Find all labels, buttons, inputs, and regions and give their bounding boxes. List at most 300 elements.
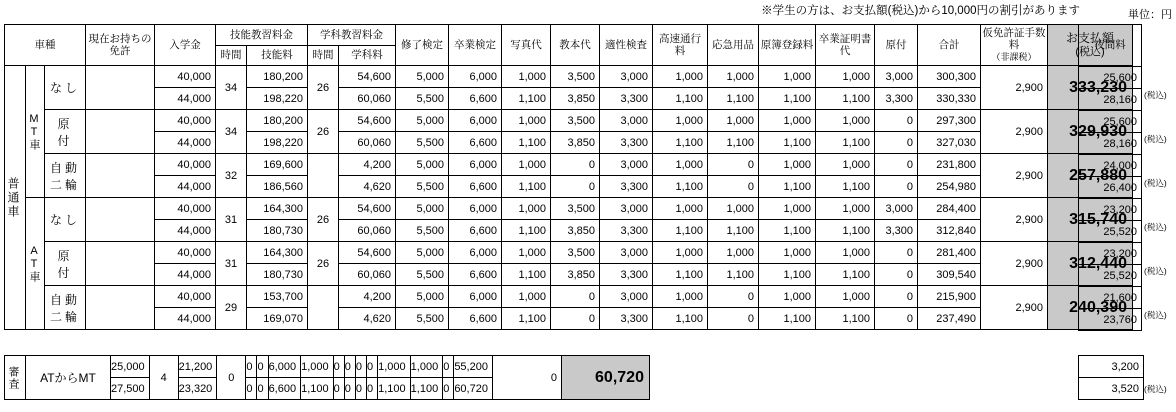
cell-first-aid: 1,000 bbox=[708, 110, 759, 132]
cell-temp-license-fee: 2,900 bbox=[981, 66, 1048, 110]
cell-night-fee: 28,160 bbox=[1079, 133, 1142, 155]
cell-photo-fee: 1,100 bbox=[502, 308, 551, 330]
cell-graduation-test: 6,000 bbox=[449, 154, 502, 176]
cell-academic-fee: 60,060 bbox=[339, 132, 396, 154]
cell-moped: 0 bbox=[875, 308, 918, 330]
cell-textbook-fee: 0 bbox=[551, 154, 600, 176]
cell-night-fee: 28,160 bbox=[1079, 89, 1142, 111]
exam-night-fee-table bbox=[1078, 355, 1144, 400]
header-vehicle-type: 車種 bbox=[5, 25, 86, 66]
cell-graduation-test: 6,000 bbox=[449, 242, 502, 264]
cell-textbook-fee: 0 bbox=[551, 308, 600, 330]
cell-textbook-fee: 3,500 bbox=[551, 110, 600, 132]
transmission-label: AT車 bbox=[26, 198, 45, 330]
night-fee-row bbox=[1079, 265, 1142, 287]
cell-skill-hours: 32 bbox=[216, 154, 247, 198]
cell-night-fee: 25,520 bbox=[1079, 265, 1142, 287]
header-academic-hours: 時間 bbox=[308, 45, 339, 66]
cell-night-fee: 26,400 bbox=[1079, 177, 1142, 199]
cell-completion-test: 5,500 bbox=[396, 176, 449, 198]
cell-academic-hours: 26 bbox=[308, 66, 339, 110]
cell-temp-license-fee: 2,900 bbox=[981, 242, 1048, 286]
night-fee-row bbox=[1079, 199, 1142, 221]
night-fee-row bbox=[1079, 155, 1142, 177]
cell-graduation-cert: 1,000 bbox=[410, 356, 443, 378]
cell-textbook-fee: 0 bbox=[333, 378, 344, 400]
cell-completion-test: 5,500 bbox=[396, 220, 449, 242]
cell-aptitude-test: 3,300 bbox=[600, 264, 653, 286]
night-fee-row bbox=[1079, 177, 1142, 199]
exam-row bbox=[5, 356, 650, 378]
cell-entrance-fee: 40,000 bbox=[155, 110, 216, 132]
cell-photo-fee: 1,000 bbox=[301, 356, 334, 378]
cell-skill-hours: 34 bbox=[216, 66, 247, 110]
cell-registry-fee: 1,000 bbox=[759, 198, 816, 220]
cell-registry-fee: 1,000 bbox=[759, 154, 816, 176]
cell-academic-fee: 0 bbox=[246, 356, 257, 378]
exam-night-fee-body bbox=[1079, 356, 1144, 400]
cell-academic-fee: 4,200 bbox=[339, 154, 396, 176]
cell-graduation-cert: 1,100 bbox=[816, 132, 875, 154]
cell-graduation-cert: 1,100 bbox=[816, 308, 875, 330]
cell-graduation-test: 6,000 bbox=[449, 110, 502, 132]
cell-aptitude-test: 3,300 bbox=[600, 88, 653, 110]
cell-textbook-fee: 3,500 bbox=[551, 66, 600, 88]
cell-moped: 0 bbox=[875, 154, 918, 176]
license-cell-spacer bbox=[86, 110, 155, 154]
night-fee-row bbox=[1079, 67, 1142, 89]
header-skill-fee-group: 技能教習料金 bbox=[216, 25, 308, 46]
cell-first-aid: 0 bbox=[708, 286, 759, 308]
cell-subtotal: 55,200 bbox=[454, 356, 493, 378]
cell-textbook-fee: 3,500 bbox=[551, 242, 600, 264]
license-cell-spacer bbox=[86, 154, 155, 198]
cell-graduation-cert: 1,000 bbox=[816, 198, 875, 220]
cell-aptitude-test: 3,300 bbox=[600, 220, 653, 242]
header-textbook-fee: 教本代 bbox=[551, 25, 600, 66]
table-row bbox=[5, 264, 1133, 286]
cell-registry-fee: 1,000 bbox=[759, 286, 816, 308]
cell-graduation-test: 6,600 bbox=[449, 264, 502, 286]
cell-completion-test: 5,000 bbox=[396, 198, 449, 220]
cell-temp-license-fee: 2,900 bbox=[981, 154, 1048, 198]
cell-entrance-fee: 44,000 bbox=[155, 264, 216, 286]
cell-graduation-cert: 1,100 bbox=[816, 264, 875, 286]
cell-skill-fee: 169,600 bbox=[247, 154, 308, 176]
cell-aptitude-test: 3,300 bbox=[600, 308, 653, 330]
cell-aptitude-test: 3,300 bbox=[600, 176, 653, 198]
table-row bbox=[5, 176, 1133, 198]
cell-academic-fee: 4,620 bbox=[339, 176, 396, 198]
cell-academic-fee: 4,200 bbox=[339, 286, 396, 308]
cell-graduation-cert: 1,000 bbox=[816, 286, 875, 308]
cell-entrance-fee: 44,000 bbox=[155, 132, 216, 154]
night-fee-body bbox=[1079, 67, 1142, 331]
cell-moped: 0 bbox=[875, 286, 918, 308]
header-registry-fee: 原簿登録料 bbox=[759, 25, 816, 66]
cell-entrance-fee: 44,000 bbox=[155, 88, 216, 110]
cell-textbook-fee: 3,850 bbox=[551, 132, 600, 154]
cell-first-aid: 1,000 bbox=[708, 242, 759, 264]
cell-photo-fee: 1,100 bbox=[502, 88, 551, 110]
cell-academic-fee: 54,600 bbox=[339, 66, 396, 88]
cell-subtotal: 281,400 bbox=[918, 242, 981, 264]
night-fee-row bbox=[1079, 89, 1142, 111]
cell-registry-fee: 1,100 bbox=[759, 220, 816, 242]
cell-registry-fee: 1,100 bbox=[759, 176, 816, 198]
cell-first-aid: 1,000 bbox=[708, 198, 759, 220]
cell-academic-hours: 26 bbox=[308, 110, 339, 154]
license-label: 自動二輪 bbox=[45, 286, 86, 330]
cell-highway-fee: 1,000 bbox=[653, 154, 708, 176]
table-row bbox=[5, 154, 1133, 176]
cell-entrance-fee: 40,000 bbox=[155, 242, 216, 264]
cell-subtotal: 297,300 bbox=[918, 110, 981, 132]
cell-moped: 0 bbox=[875, 176, 918, 198]
student-discount-note: ※学生の方は、お支払額(税込)から10,000円の割引があります bbox=[761, 5, 1080, 17]
cell-skill-fee: 186,560 bbox=[247, 176, 308, 198]
cell-textbook-fee: 3,850 bbox=[551, 220, 600, 242]
header-completion-test: 修了検定 bbox=[396, 25, 449, 66]
cell-skill-fee: 153,700 bbox=[247, 286, 308, 308]
header-graduation-test: 卒業検定 bbox=[449, 25, 502, 66]
cell-skill-fee: 198,220 bbox=[247, 132, 308, 154]
vehicle-type-label: 普通車 bbox=[5, 66, 26, 330]
cell-aptitude-test: 3,000 bbox=[600, 198, 653, 220]
cell-academic-hours: 26 bbox=[308, 242, 339, 286]
cell-completion-test: 5,500 bbox=[396, 88, 449, 110]
cell-registry-fee: 1,100 bbox=[759, 308, 816, 330]
cell-academic-fee: 4,620 bbox=[339, 308, 396, 330]
table-row bbox=[5, 66, 1133, 88]
license-cell-spacer bbox=[86, 242, 155, 286]
exam-label: 審査 bbox=[5, 356, 26, 400]
cell-payment-amount: 329,930 bbox=[1048, 110, 1133, 154]
header-aptitude-test: 適性検査 bbox=[600, 25, 653, 66]
cell-academic-fee: 60,060 bbox=[339, 264, 396, 286]
cell-first-aid: 0 bbox=[367, 378, 378, 400]
cell-highway-fee: 1,000 bbox=[653, 198, 708, 220]
cell-registry-fee: 1,000 bbox=[759, 66, 816, 88]
license-label: 原 付 bbox=[45, 110, 86, 154]
header-payment-amount-sub: (税込) bbox=[1075, 45, 1105, 58]
cell-photo-fee: 1,100 bbox=[502, 176, 551, 198]
cell-first-aid: 0 bbox=[708, 308, 759, 330]
cell-moped: 0 bbox=[875, 110, 918, 132]
table-body bbox=[5, 66, 1133, 330]
cell-skill-fee: 164,300 bbox=[247, 198, 308, 220]
cell-photo-fee: 1,100 bbox=[502, 264, 551, 286]
table-row bbox=[5, 132, 1133, 154]
cell-graduation-cert: 1,000 bbox=[816, 66, 875, 88]
header-temp-license-fee-sub: （非課税） bbox=[991, 52, 1037, 63]
cell-academic-hours bbox=[308, 154, 339, 198]
cell-graduation-cert: 1,100 bbox=[816, 220, 875, 242]
header-first-aid: 応急用品 bbox=[708, 25, 759, 66]
cell-payment-amount: 240,390 bbox=[1048, 286, 1133, 330]
cell-subtotal: 312,840 bbox=[918, 220, 981, 242]
cell-subtotal: 330,330 bbox=[918, 88, 981, 110]
cell-skill-fee: 169,070 bbox=[247, 308, 308, 330]
night-fee-row bbox=[1079, 111, 1142, 133]
cell-night-fee: 21,600 bbox=[1079, 287, 1142, 309]
night-fee-row bbox=[1079, 221, 1142, 243]
cell-payment-amount: 315,740 bbox=[1048, 198, 1133, 242]
cell-highway-fee: 1,100 bbox=[653, 220, 708, 242]
cell-photo-fee: 1,000 bbox=[502, 242, 551, 264]
cell-graduation-test: 6,600 bbox=[449, 88, 502, 110]
license-cell-spacer bbox=[86, 286, 155, 330]
table-header bbox=[5, 25, 1133, 66]
cell-highway-fee: 1,100 bbox=[653, 176, 708, 198]
cell-academic-fee: 54,600 bbox=[339, 242, 396, 264]
cell-night-fee: 3,520 bbox=[1079, 378, 1144, 400]
header-skill-fee: 技能料 bbox=[247, 45, 308, 66]
exam-night-fee-tax-note: (税込) bbox=[1144, 384, 1167, 394]
cell-highway-fee: 0 bbox=[355, 356, 366, 378]
header-payment-amount-main: お支払額 bbox=[1065, 30, 1114, 45]
cell-photo-fee: 1,100 bbox=[502, 132, 551, 154]
cell-photo-fee: 1,000 bbox=[502, 286, 551, 308]
cell-entrance-fee: 44,000 bbox=[155, 220, 216, 242]
cell-registry-fee: 1,100 bbox=[378, 378, 411, 400]
cell-skill-fee: 180,730 bbox=[247, 264, 308, 286]
table-row bbox=[5, 220, 1133, 242]
cell-photo-fee: 1,000 bbox=[502, 198, 551, 220]
cell-academic-fee: 60,060 bbox=[339, 220, 396, 242]
cell-highway-fee: 1,100 bbox=[653, 308, 708, 330]
transmission-label: MT車 bbox=[26, 66, 45, 198]
cell-moped: 0 bbox=[875, 132, 918, 154]
cell-graduation-cert: 1,100 bbox=[816, 176, 875, 198]
cell-academic-fee: 54,600 bbox=[339, 110, 396, 132]
cell-highway-fee: 1,000 bbox=[653, 66, 708, 88]
table-row bbox=[5, 308, 1133, 330]
cell-completion-test: 5,000 bbox=[396, 110, 449, 132]
cell-first-aid: 1,100 bbox=[708, 264, 759, 286]
cell-entrance-fee: 27,500 bbox=[111, 378, 150, 400]
cell-moped: 0 bbox=[443, 356, 454, 378]
cell-academic-hours bbox=[308, 286, 339, 330]
cell-textbook-fee: 0 bbox=[333, 356, 344, 378]
cell-textbook-fee: 0 bbox=[551, 176, 600, 198]
cell-payment-amount: 257,880 bbox=[1048, 154, 1133, 198]
cell-academic-hours: 0 bbox=[217, 356, 246, 400]
cell-subtotal: 254,980 bbox=[918, 176, 981, 198]
cell-skill-hours: 31 bbox=[216, 242, 247, 286]
cell-academic-fee: 54,600 bbox=[339, 198, 396, 220]
cell-temp-license-fee: 2,900 bbox=[981, 198, 1048, 242]
table-row bbox=[5, 286, 1133, 308]
cell-aptitude-test: 3,000 bbox=[600, 242, 653, 264]
cell-moped: 3,000 bbox=[875, 198, 918, 220]
night-fee-tax-note: (税込) bbox=[1144, 178, 1167, 188]
exam-night-fee-row bbox=[1079, 378, 1144, 400]
exam-night-fee-row bbox=[1079, 356, 1144, 378]
cell-moped: 3,300 bbox=[875, 88, 918, 110]
cell-highway-fee: 0 bbox=[355, 378, 366, 400]
cell-completion-test: 5,000 bbox=[396, 286, 449, 308]
cell-entrance-fee: 25,000 bbox=[111, 356, 150, 378]
cell-graduation-cert: 1,000 bbox=[816, 110, 875, 132]
license-label: 原 付 bbox=[45, 242, 86, 286]
cell-subtotal: 231,800 bbox=[918, 154, 981, 176]
cell-photo-fee: 1,000 bbox=[502, 110, 551, 132]
cell-night-fee: 25,600 bbox=[1079, 111, 1142, 133]
night-fee-row bbox=[1079, 133, 1142, 155]
cell-first-aid: 1,100 bbox=[708, 88, 759, 110]
cell-first-aid: 1,100 bbox=[708, 220, 759, 242]
cell-completion-test: 0 bbox=[257, 378, 268, 400]
header-academic-fee-group: 学科教習料金 bbox=[308, 25, 396, 46]
header-current-license: 現在お持ちの 免許 bbox=[86, 25, 155, 66]
cell-skill-fee: 180,200 bbox=[247, 66, 308, 88]
cell-payment-amount: 312,440 bbox=[1048, 242, 1133, 286]
header-highway-fee: 高速通行料 bbox=[653, 25, 708, 66]
cell-photo-fee: 1,100 bbox=[301, 378, 334, 400]
cell-highway-fee: 1,100 bbox=[653, 132, 708, 154]
cell-night-fee: 23,200 bbox=[1079, 199, 1142, 221]
cell-moped: 0 bbox=[443, 378, 454, 400]
night-fee-row bbox=[1079, 243, 1142, 265]
header-night-fee: 夜間料 bbox=[1079, 25, 1142, 67]
cell-skill-hours: 4 bbox=[149, 356, 178, 400]
cell-registry-fee: 1,100 bbox=[759, 88, 816, 110]
cell-registry-fee: 1,000 bbox=[759, 242, 816, 264]
cell-skill-fee: 21,200 bbox=[178, 356, 217, 378]
cell-temp-license-fee: 0 bbox=[492, 356, 561, 400]
night-fee-row bbox=[1079, 287, 1142, 309]
cell-payment-amount: 60,720 bbox=[561, 356, 649, 400]
cell-photo-fee: 1,100 bbox=[502, 220, 551, 242]
cell-night-fee: 23,760 bbox=[1079, 309, 1142, 331]
cell-textbook-fee: 3,850 bbox=[551, 264, 600, 286]
cell-skill-fee: 180,200 bbox=[247, 110, 308, 132]
header-moped: 原付 bbox=[875, 25, 918, 66]
table-row bbox=[5, 110, 1133, 132]
license-label: 自動二輪 bbox=[45, 154, 86, 198]
license-label: なし bbox=[45, 198, 86, 242]
unit-label: 単位：円 bbox=[1128, 9, 1172, 21]
cell-graduation-test: 6,000 bbox=[449, 66, 502, 88]
cell-subtotal: 300,300 bbox=[918, 66, 981, 88]
cell-skill-fee: 180,730 bbox=[247, 220, 308, 242]
table-row bbox=[5, 198, 1133, 220]
header-subtotal: 合計 bbox=[918, 25, 981, 66]
cell-skill-fee: 23,320 bbox=[178, 378, 217, 400]
header-photo-fee: 写真代 bbox=[502, 25, 551, 66]
exam-fee-table bbox=[4, 355, 650, 400]
cell-night-fee: 25,600 bbox=[1079, 67, 1142, 89]
cell-aptitude-test: 3,000 bbox=[600, 110, 653, 132]
cell-first-aid: 0 bbox=[367, 356, 378, 378]
cell-skill-hours: 29 bbox=[216, 286, 247, 330]
cell-textbook-fee: 3,500 bbox=[551, 198, 600, 220]
cell-skill-hours: 31 bbox=[216, 198, 247, 242]
cell-skill-hours: 34 bbox=[216, 110, 247, 154]
cell-textbook-fee: 0 bbox=[551, 286, 600, 308]
cell-highway-fee: 1,100 bbox=[653, 264, 708, 286]
cell-payment-amount: 333,230 bbox=[1048, 66, 1133, 110]
header-graduation-cert: 卒業証明書代 bbox=[816, 25, 875, 66]
header-temp-license-fee-main: 仮免許証手数料 bbox=[982, 27, 1046, 52]
cell-completion-test: 5,000 bbox=[396, 242, 449, 264]
cell-skill-fee: 198,220 bbox=[247, 88, 308, 110]
cell-subtotal: 284,400 bbox=[918, 198, 981, 220]
cell-graduation-cert: 1,100 bbox=[816, 88, 875, 110]
header-skill-hours: 時間 bbox=[216, 45, 247, 66]
cell-aptitude-test: 0 bbox=[344, 356, 355, 378]
cell-graduation-test: 6,600 bbox=[449, 132, 502, 154]
cell-first-aid: 1,100 bbox=[708, 132, 759, 154]
night-fee-tax-note: (税込) bbox=[1144, 266, 1167, 276]
cell-entrance-fee: 44,000 bbox=[155, 176, 216, 198]
cell-graduation-cert: 1,100 bbox=[410, 378, 443, 400]
cell-highway-fee: 1,100 bbox=[653, 88, 708, 110]
cell-registry-fee: 1,100 bbox=[759, 264, 816, 286]
cell-first-aid: 0 bbox=[708, 154, 759, 176]
cell-moped: 3,300 bbox=[875, 220, 918, 242]
cell-graduation-cert: 1,000 bbox=[816, 242, 875, 264]
night-fee-row bbox=[1079, 309, 1142, 331]
header-entrance-fee: 入学金 bbox=[155, 25, 216, 66]
cell-first-aid: 1,000 bbox=[708, 66, 759, 88]
license-label: なし bbox=[45, 66, 86, 110]
cell-subtotal: 327,030 bbox=[918, 132, 981, 154]
license-cell-spacer bbox=[86, 66, 155, 110]
night-fee-tax-note: (税込) bbox=[1144, 134, 1167, 144]
cell-aptitude-test: 3,000 bbox=[600, 154, 653, 176]
cell-graduation-test: 6,000 bbox=[268, 356, 301, 378]
cell-subtotal: 309,540 bbox=[918, 264, 981, 286]
cell-highway-fee: 1,000 bbox=[653, 242, 708, 264]
cell-graduation-test: 6,600 bbox=[268, 378, 301, 400]
cell-academic-fee: 60,060 bbox=[339, 88, 396, 110]
cell-skill-fee: 164,300 bbox=[247, 242, 308, 264]
cell-aptitude-test: 0 bbox=[344, 378, 355, 400]
cell-subtotal: 215,900 bbox=[918, 286, 981, 308]
cell-completion-test: 5,500 bbox=[396, 308, 449, 330]
cell-graduation-test: 6,000 bbox=[449, 198, 502, 220]
cell-subtotal: 60,720 bbox=[454, 378, 493, 400]
exam-license-label: ATからMT bbox=[26, 356, 111, 400]
cell-entrance-fee: 40,000 bbox=[155, 198, 216, 220]
cell-academic-fee: 0 bbox=[246, 378, 257, 400]
cell-graduation-cert: 1,000 bbox=[816, 154, 875, 176]
cell-night-fee: 23,200 bbox=[1079, 243, 1142, 265]
night-fee-tax-note: (税込) bbox=[1144, 222, 1167, 232]
cell-academic-hours: 26 bbox=[308, 198, 339, 242]
cell-highway-fee: 1,000 bbox=[653, 286, 708, 308]
cell-completion-test: 5,500 bbox=[396, 132, 449, 154]
cell-photo-fee: 1,000 bbox=[502, 66, 551, 88]
cell-entrance-fee: 40,000 bbox=[155, 66, 216, 88]
night-fee-tax-note: (税込) bbox=[1144, 90, 1167, 100]
cell-entrance-fee: 44,000 bbox=[155, 308, 216, 330]
cell-moped: 3,000 bbox=[875, 66, 918, 88]
night-fee-tax-note: (税込) bbox=[1144, 310, 1167, 320]
cell-night-fee: 3,200 bbox=[1079, 356, 1144, 378]
table-row bbox=[5, 88, 1133, 110]
cell-night-fee: 25,520 bbox=[1079, 221, 1142, 243]
cell-temp-license-fee: 2,900 bbox=[981, 286, 1048, 330]
cell-graduation-test: 6,600 bbox=[449, 176, 502, 198]
cell-highway-fee: 1,000 bbox=[653, 110, 708, 132]
night-fee-table bbox=[1078, 24, 1142, 331]
cell-registry-fee: 1,100 bbox=[759, 132, 816, 154]
cell-aptitude-test: 3,000 bbox=[600, 286, 653, 308]
cell-temp-license-fee: 2,900 bbox=[981, 110, 1048, 154]
